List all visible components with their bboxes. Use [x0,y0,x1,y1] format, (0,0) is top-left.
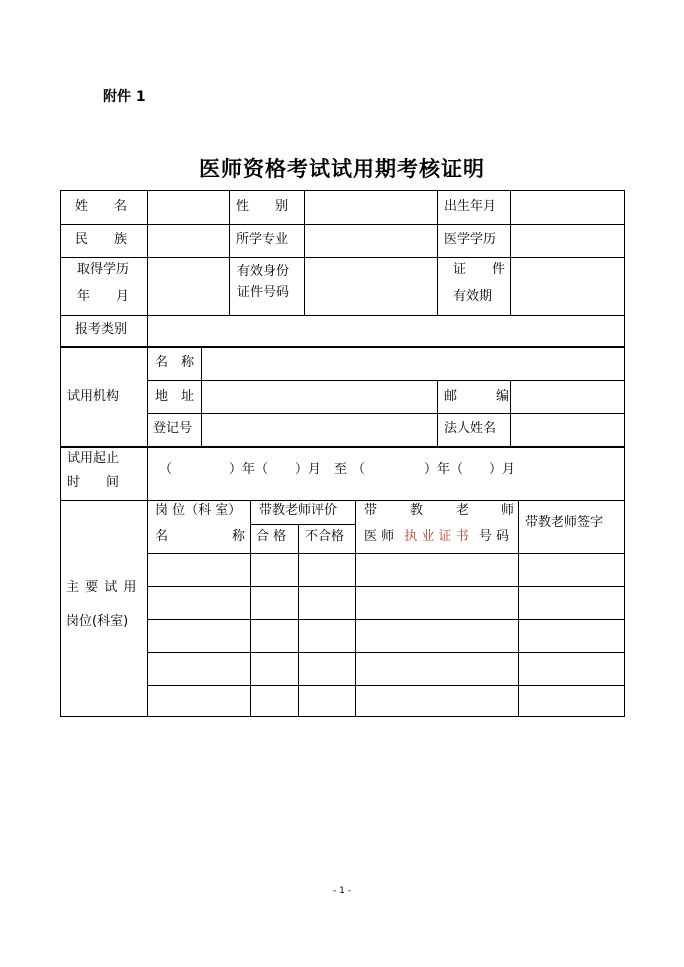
post-row-5[interactable] [148,686,624,716]
field-legal-rep[interactable] [511,414,624,446]
header-post-1: 岗 位（科 室） [155,503,242,518]
period-month-2: ）月 [489,462,516,477]
label-cert-1: 证 件 [453,262,506,277]
header-fail: 不合格 [305,529,345,544]
header-teacher-2 [364,529,509,544]
label-ethnicity: 民 族 [75,232,128,247]
field-name[interactable] [148,191,229,224]
period-to: 至 [334,462,348,477]
field-cert[interactable] [511,258,624,315]
field-exam-type[interactable] [148,316,624,346]
period-open-2: （ [352,462,366,477]
header-signature: 带教老师签字 [525,515,604,530]
field-postcode[interactable] [511,381,624,413]
field-major[interactable] [305,225,437,257]
label-degree: 医学学历 [444,232,497,247]
period-month-1: ）月 [295,462,322,477]
header-teacher-1c: 老 [456,503,470,518]
label-period-2: 时 间 [67,475,120,490]
label-org: 试用机构 [67,389,120,404]
label-major: 所学专业 [236,232,289,247]
annex-label: 附件 1 [103,89,146,105]
label-id-1: 有效身份 [237,264,290,279]
header-teacher-1d: 师 [501,503,515,518]
field-gender[interactable] [305,191,437,224]
header-post-2a: 名 [155,529,169,544]
header-pass: 合 格 [256,529,287,544]
field-birth[interactable] [511,191,624,224]
header-teacher-2-post: 号 码 [478,529,509,544]
field-org-address[interactable] [202,381,437,413]
label-id-2: 证件号码 [237,285,290,300]
page-title: 医师资格考试试用期考核证明 [199,157,485,181]
header-teacher-1b: 教 [410,503,424,518]
label-org-address: 地 址 [155,389,195,404]
page-number: - 1 - [333,886,351,896]
field-degree[interactable] [511,225,624,257]
label-exam-type: 报考类别 [75,322,128,337]
label-org-name: 名 称 [155,355,195,370]
header-teacher-1a: 带 [364,503,378,518]
field-ethnicity[interactable] [148,225,229,257]
header-post-2b: 称 [232,529,246,544]
field-org-name[interactable] [202,348,624,380]
label-legal-rep: 法人姓名 [444,421,497,436]
label-acquire-date-2: 年 月 [77,289,130,304]
post-row-1[interactable] [148,554,624,586]
label-gender: 性 别 [236,199,289,214]
label-name: 姓 名 [75,199,128,214]
label-acquire-date-1: 取得学历 [77,262,130,277]
header-teacher-2-pre: 医 师 [364,529,395,544]
header-teacher-2-red: 执 业 证 书 [404,529,469,544]
label-period-1: 试用起止 [67,451,120,466]
period-year-1: ）年（ [229,462,269,477]
period-year-2: ）年（ [424,462,464,477]
label-reg-no: 登记号 [153,421,193,436]
period-open-1: （ [159,462,173,477]
field-reg-no[interactable] [202,414,437,446]
label-posts-2: 岗位(科室) [66,614,129,629]
post-row-4[interactable] [148,653,624,685]
field-id[interactable] [305,258,437,315]
post-row-3[interactable] [148,620,624,652]
label-cert-2: 有效期 [453,289,493,304]
label-postcode: 邮 编 [444,389,510,404]
post-row-2[interactable] [148,587,624,619]
label-posts-1: 主 要 试 用 [66,580,138,595]
header-eval: 带教老师评价 [259,503,338,518]
field-acquire-date[interactable] [148,258,229,315]
label-birth: 出生年月 [444,199,497,214]
